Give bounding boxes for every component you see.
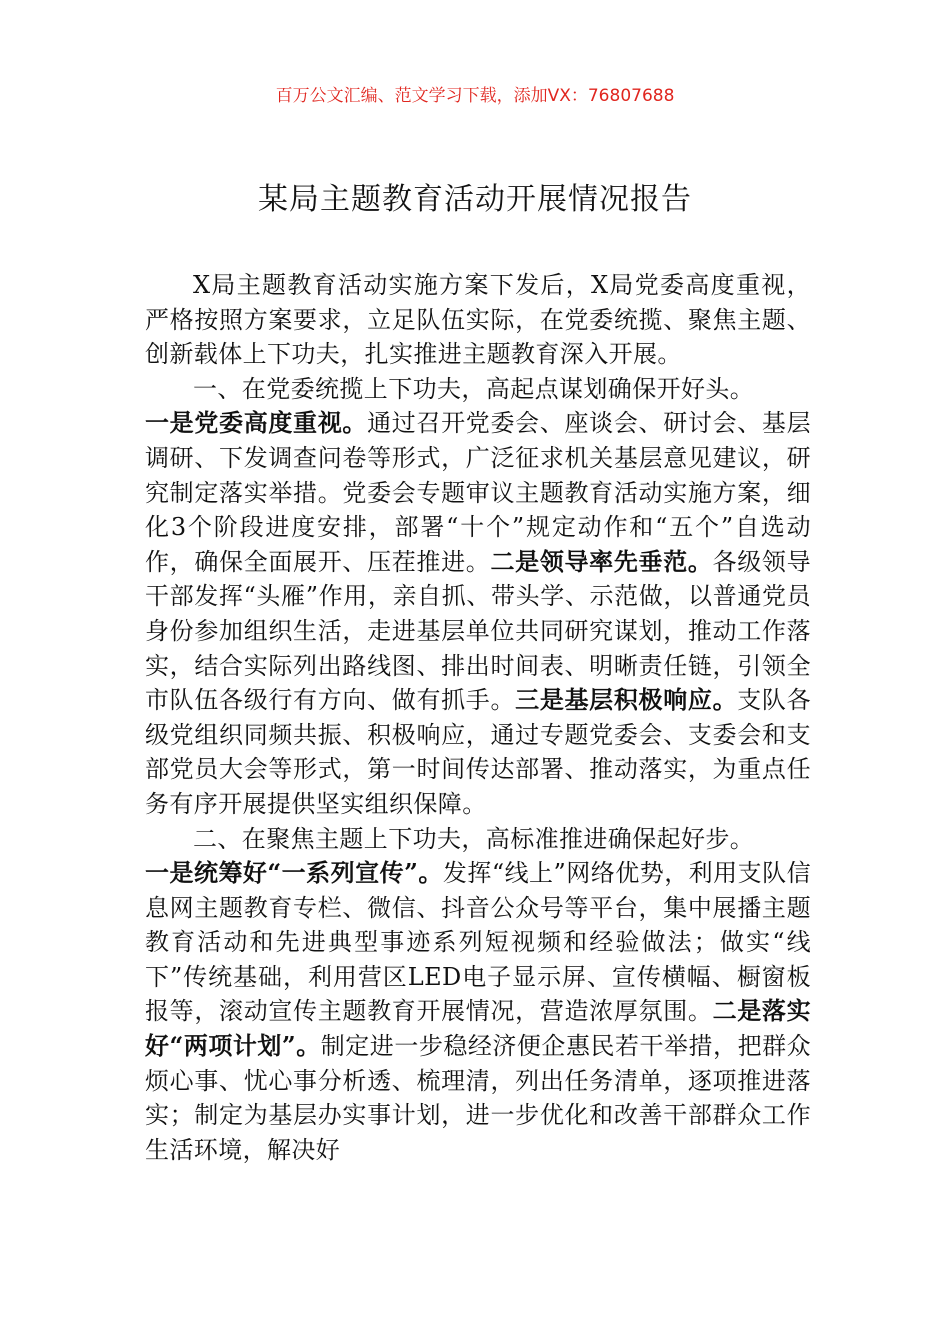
section1-point1-title: 一是党委高度重视。 (145, 408, 368, 438)
section2-point1-title: 一是统筹好“一系列宣传”。 (145, 858, 443, 888)
document-body (145, 268, 811, 1167)
section1-point1-text: 通过召开党委会、座谈会、研讨会、基层调研、下发调查问卷等形式，广泛征求机关基层意见建议，研究制定落实举措。党委会专题审议主题教育活动实施方案，细化3个阶段进度安排，部署“十个”规定动作和“五个”自选动作，确保全面展开、压茬推进。 (145, 409, 811, 576)
section1-point2-text: 各级领导干部发挥“头雁”作用，亲自抓、带头学、示范做，以普通党员身份参加组织生活，走进基层单位共同研究谋划，推动工作落实，结合实际列出路线图、排出时间表、明晰责任链，引领全市队伍各级行有方向、做有抓手。 (145, 547, 811, 715)
section2-point1-text: 发挥“线上”网络优势，利用支队信息网主题教育专栏、微信、抖音公众号等平台，集中展播主题教育活动和先进典型事迹系列短视频和经验做法；做实“线下”传统基础，利用营区LED电子显示屏、宣传横幅、橱窗板报等，滚动宣传主题教育开展情况，营造浓厚氛围。 (145, 859, 811, 1026)
section1-heading: 一、在党委统揽上下功夫，高起点谋划确保开好头。 (193, 374, 755, 403)
document-title: 某局主题教育活动开展情况报告 (258, 182, 692, 217)
section1-point3-text: 支队各级党组织同频共振、积极响应，通过专题党委会、支委会和支部党员大会等形式，第一时间传达部署、推动落实，为重点任务有序开展提供坚实组织保障。 (145, 686, 812, 818)
section2-heading: 二、在聚焦主题上下功夫，高标准推进确保起好步。 (193, 824, 755, 853)
section2-paragraph (145, 856, 811, 1167)
section1-paragraph (145, 406, 811, 821)
section2-point2-title: 二是落实好“两项计划”。 (145, 996, 811, 1061)
section2-point2-text: 制定进一步稳经济便企惠民若干举措，把群众烦心事、忧心事分析透、梳理清，列出任务清单，逐项推进落实；制定为基层办实事计划，进一步优化和改善干部群众工作生活环境，解决好 (145, 1032, 812, 1164)
intro-paragraph: X局主题教育活动实施方案下发后，X局党委高度重视，严格按照方案要求，立足队伍实际，在党委统揽、聚焦主题、创新载体上下功夫，扎实推进主题教育深入开展。 (145, 271, 811, 369)
section1-point3-title: 三是基层积极响应。 (515, 685, 738, 715)
section1-point2-title: 二是领导率先垂范。 (490, 546, 713, 576)
watermark-text: 百万公文汇编、范文学习下载，添加VX：76807688 (275, 86, 675, 106)
